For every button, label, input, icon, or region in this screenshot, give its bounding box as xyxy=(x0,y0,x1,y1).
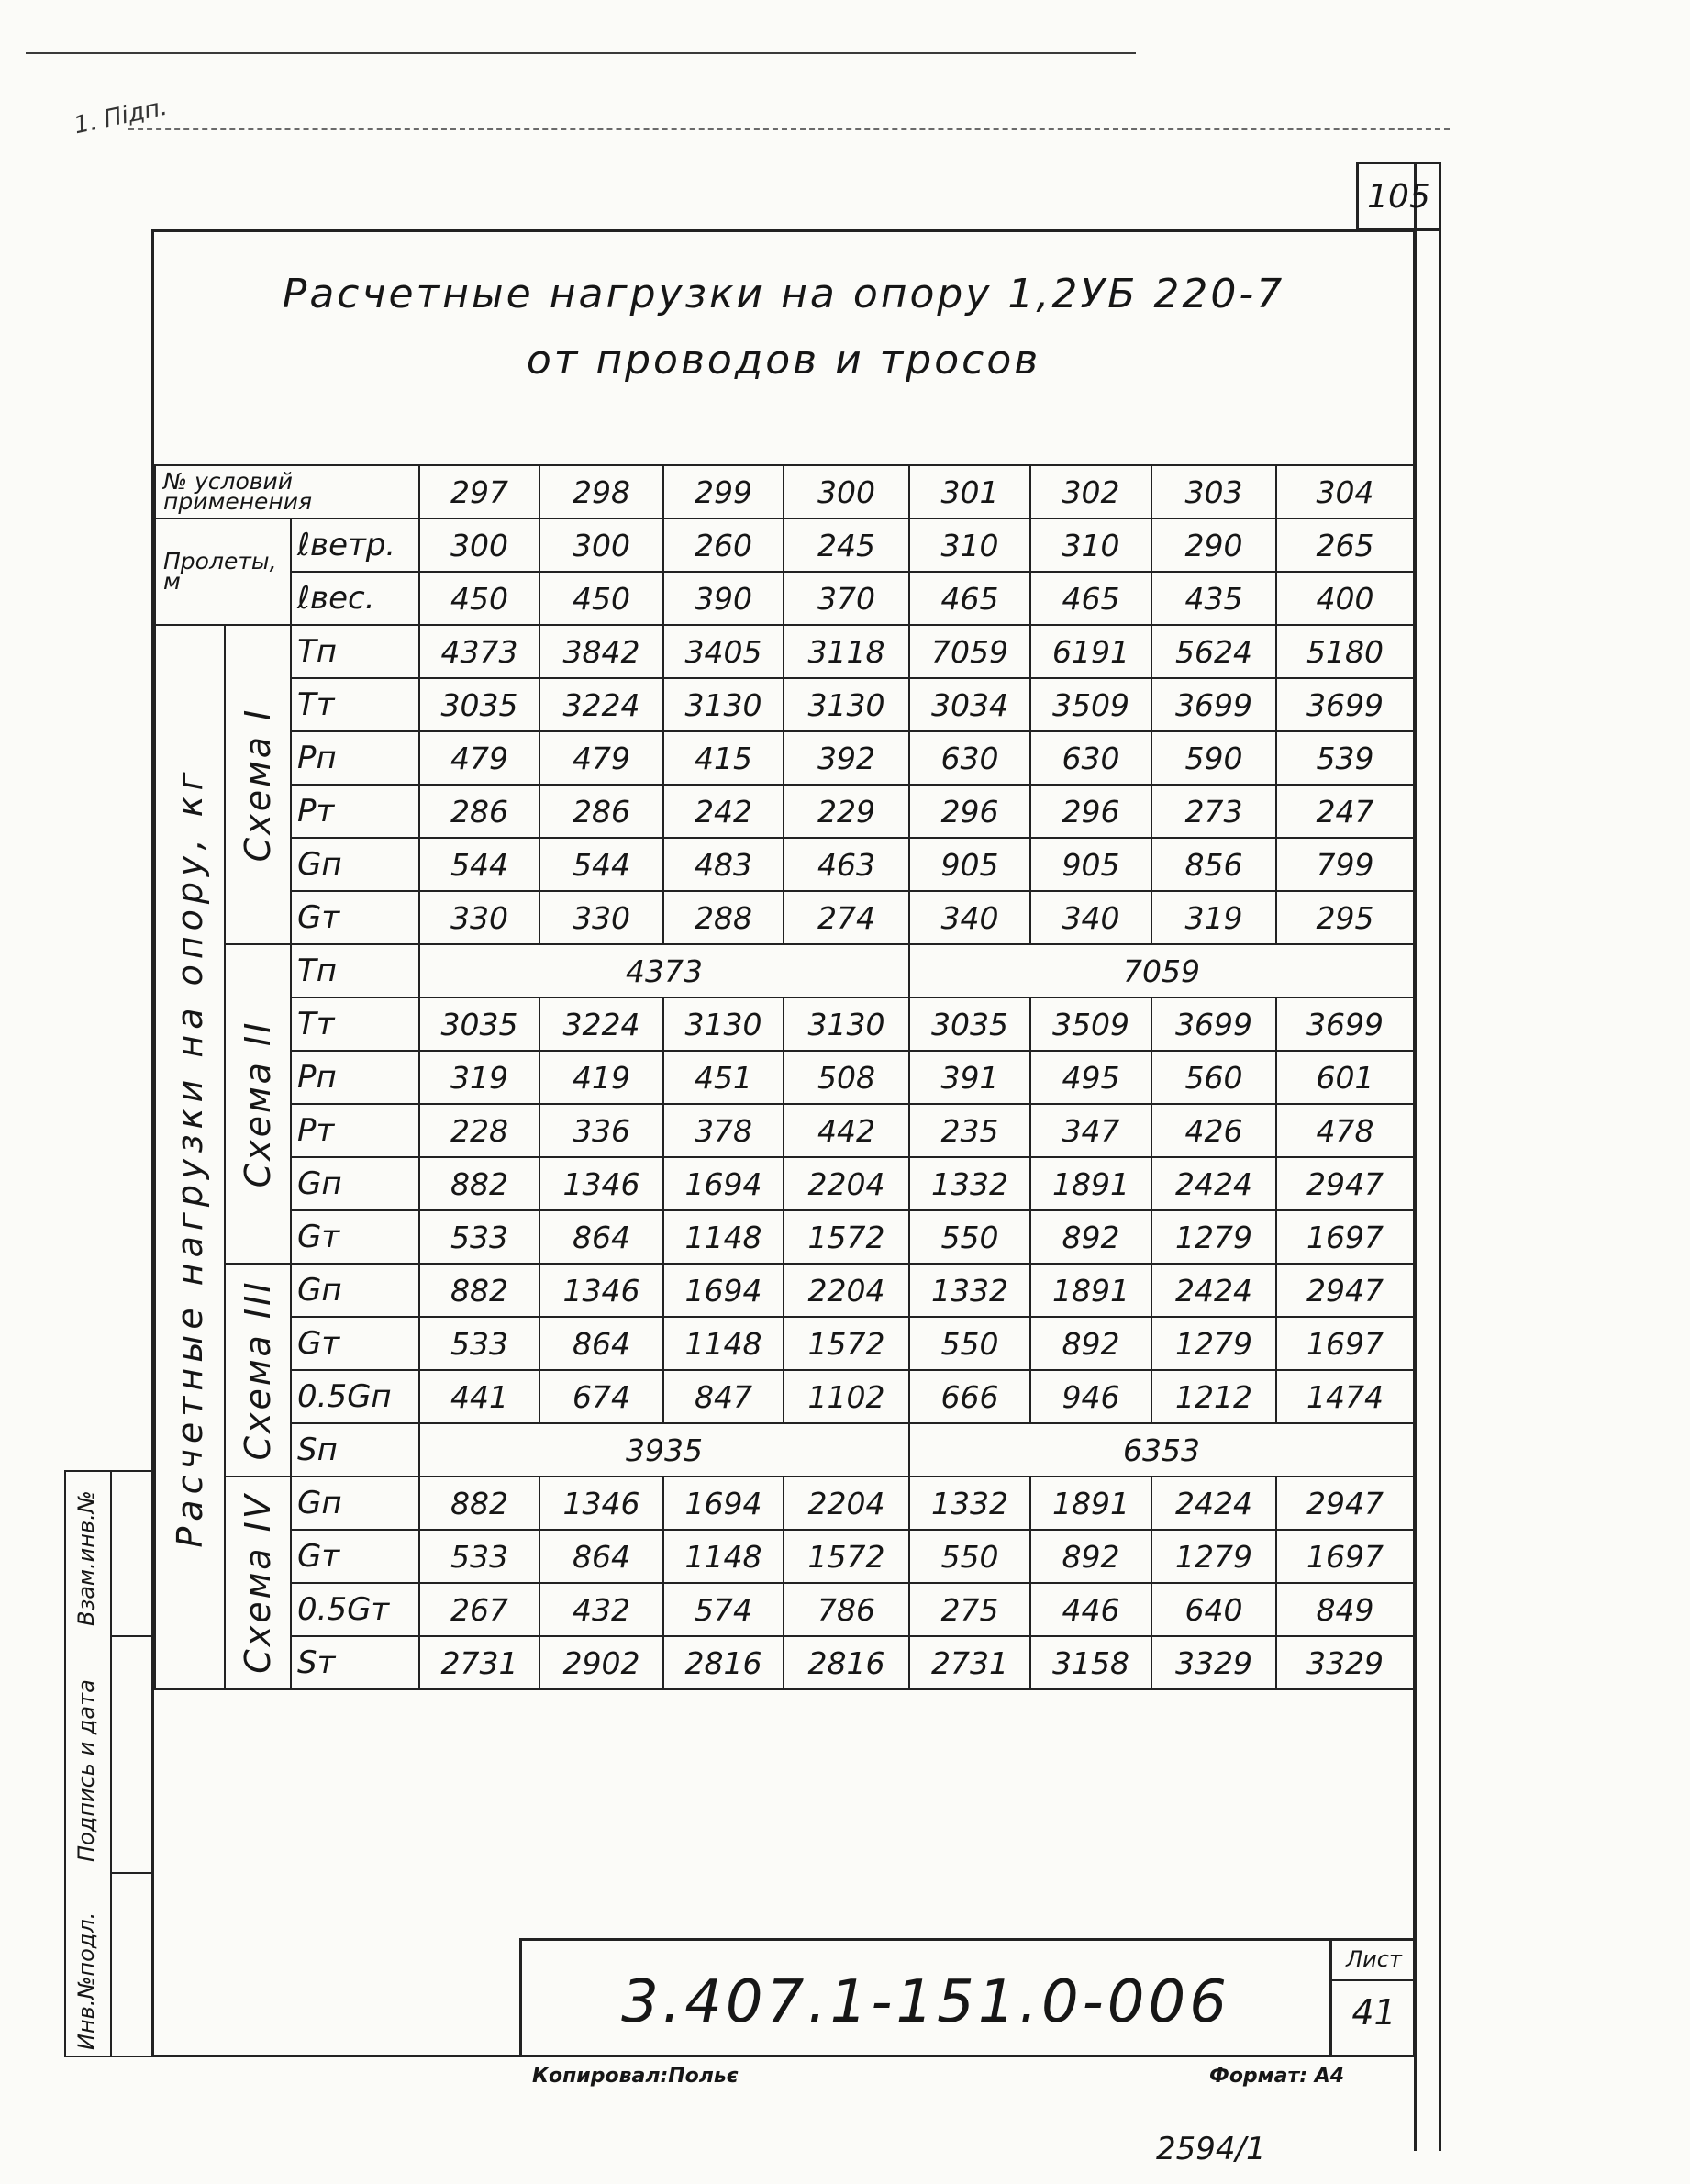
value-cell: 946 xyxy=(1030,1370,1151,1423)
value-cell: 892 xyxy=(1030,1210,1151,1264)
load-row xyxy=(155,785,1414,838)
load-row xyxy=(155,997,1414,1051)
value-cell: 483 xyxy=(663,838,784,891)
value-cell: 479 xyxy=(419,731,539,785)
load-label: Тп xyxy=(291,944,419,997)
value-cell: 2424 xyxy=(1151,1157,1276,1210)
value-cell: 435 xyxy=(1151,572,1276,625)
value-cell: 247 xyxy=(1276,785,1414,838)
load-row xyxy=(155,944,1414,997)
load-label: Sп xyxy=(291,1423,419,1476)
merged-value: 7059 xyxy=(909,944,1414,997)
value-cell: 465 xyxy=(909,572,1030,625)
load-row xyxy=(155,1530,1414,1583)
value-cell: 465 xyxy=(1030,572,1151,625)
value-cell: 415 xyxy=(663,731,784,785)
value-cell: 2816 xyxy=(784,1636,909,1689)
value-cell: 550 xyxy=(909,1210,1030,1264)
value-cell: 1332 xyxy=(909,1157,1030,1210)
load-label: Тт xyxy=(291,997,419,1051)
scheme-label-text: Схема IV xyxy=(238,1492,278,1674)
format-note: Формат: А4 xyxy=(1209,2065,1345,2088)
value-cell: 319 xyxy=(419,1051,539,1104)
span-row xyxy=(155,572,1414,625)
document-code: 3.407.1-151.0-006 xyxy=(621,1968,1230,2036)
value-cell: 3034 xyxy=(909,678,1030,731)
value-cell: 3035 xyxy=(909,997,1030,1051)
load-row xyxy=(155,1583,1414,1636)
load-row xyxy=(155,625,1414,678)
scheme-label xyxy=(225,1476,291,1689)
load-row xyxy=(155,1317,1414,1370)
side-stamp-rule xyxy=(110,1872,154,1874)
load-label: Sт xyxy=(291,1636,419,1689)
value-cell: 295 xyxy=(1276,891,1414,944)
value-cell: 1572 xyxy=(784,1317,909,1370)
value-cell: 882 xyxy=(419,1264,539,1317)
condition-number: 300 xyxy=(784,465,909,518)
value-cell: 275 xyxy=(909,1583,1030,1636)
load-row xyxy=(155,1051,1414,1104)
load-label: Рп xyxy=(291,731,419,785)
spans-label: Пролеты, м xyxy=(155,518,291,625)
load-row xyxy=(155,1476,1414,1530)
value-cell: 786 xyxy=(784,1583,909,1636)
value-cell: 2424 xyxy=(1151,1264,1276,1317)
group-label-text: Расчетные нагрузки на опору, кг xyxy=(170,766,210,1548)
value-cell: 1891 xyxy=(1030,1476,1151,1530)
value-cell: 3130 xyxy=(663,997,784,1051)
load-label: Тп xyxy=(291,625,419,678)
value-cell: 479 xyxy=(539,731,663,785)
value-cell: 1891 xyxy=(1030,1157,1151,1210)
right-margin-strip xyxy=(1414,162,1441,2151)
value-cell: 799 xyxy=(1276,838,1414,891)
header-row xyxy=(155,465,1414,518)
value-cell: 495 xyxy=(1030,1051,1151,1104)
value-cell: 905 xyxy=(1030,838,1151,891)
value-cell: 856 xyxy=(1151,838,1276,891)
page-number: 105 xyxy=(1356,162,1441,231)
span-type-label: ℓветр. xyxy=(291,518,419,572)
value-cell: 391 xyxy=(909,1051,1030,1104)
value-cell: 340 xyxy=(1030,891,1151,944)
value-cell: 5624 xyxy=(1151,625,1276,678)
load-row xyxy=(155,1636,1414,1689)
group-label xyxy=(155,625,225,1689)
value-cell: 2902 xyxy=(539,1636,663,1689)
load-label: Рт xyxy=(291,1104,419,1157)
value-cell: 847 xyxy=(663,1370,784,1423)
value-cell: 601 xyxy=(1276,1051,1414,1104)
load-label: Gп xyxy=(291,838,419,891)
value-cell: 1148 xyxy=(663,1210,784,1264)
value-cell: 3130 xyxy=(663,678,784,731)
value-cell: 882 xyxy=(419,1476,539,1530)
value-cell: 1346 xyxy=(539,1476,663,1530)
value-cell: 3699 xyxy=(1151,997,1276,1051)
load-label: Gп xyxy=(291,1476,419,1530)
conditions-label: № условий применения xyxy=(155,465,419,518)
top-rule xyxy=(26,52,1136,54)
value-cell: 2204 xyxy=(784,1157,909,1210)
value-cell: 5180 xyxy=(1276,625,1414,678)
value-cell: 441 xyxy=(419,1370,539,1423)
value-cell: 1572 xyxy=(784,1530,909,1583)
value-cell: 273 xyxy=(1151,785,1276,838)
value-cell: 864 xyxy=(539,1317,663,1370)
value-cell: 1346 xyxy=(539,1264,663,1317)
load-row xyxy=(155,1370,1414,1423)
value-cell: 3158 xyxy=(1030,1636,1151,1689)
span-row xyxy=(155,518,1414,572)
value-cell: 2424 xyxy=(1151,1476,1276,1530)
value-cell: 1332 xyxy=(909,1476,1030,1530)
load-label: 0.5Gт xyxy=(291,1583,419,1636)
value-cell: 1279 xyxy=(1151,1317,1276,1370)
side-stamp-rule xyxy=(110,1635,154,1637)
load-label: 0.5Gп xyxy=(291,1370,419,1423)
value-cell: 3699 xyxy=(1151,678,1276,731)
value-cell: 310 xyxy=(909,518,1030,572)
value-cell: 508 xyxy=(784,1051,909,1104)
value-cell: 229 xyxy=(784,785,909,838)
value-cell: 336 xyxy=(539,1104,663,1157)
value-cell: 640 xyxy=(1151,1583,1276,1636)
sheet-number: 41 xyxy=(1351,1992,1396,2033)
value-cell: 450 xyxy=(539,572,663,625)
value-cell: 539 xyxy=(1276,731,1414,785)
value-cell: 260 xyxy=(663,518,784,572)
value-cell: 550 xyxy=(909,1317,1030,1370)
load-row xyxy=(155,1210,1414,1264)
value-cell: 2947 xyxy=(1276,1157,1414,1210)
value-cell: 892 xyxy=(1030,1530,1151,1583)
value-cell: 1697 xyxy=(1276,1530,1414,1583)
condition-number: 299 xyxy=(663,465,784,518)
value-cell: 630 xyxy=(1030,731,1151,785)
value-cell: 630 xyxy=(909,731,1030,785)
load-row xyxy=(155,678,1414,731)
value-cell: 6191 xyxy=(1030,625,1151,678)
load-row xyxy=(155,1423,1414,1476)
value-cell: 330 xyxy=(419,891,539,944)
value-cell: 419 xyxy=(539,1051,663,1104)
value-cell: 478 xyxy=(1276,1104,1414,1157)
load-row xyxy=(155,838,1414,891)
inv-original-label: Инв.№подл. xyxy=(73,1911,99,2050)
value-cell: 235 xyxy=(909,1104,1030,1157)
copied-by-note: Копировал:Польє xyxy=(532,2065,739,2088)
scheme-label-text: Схема II xyxy=(238,1020,278,1188)
side-stamp-divider xyxy=(110,1472,112,2056)
value-cell: 347 xyxy=(1030,1104,1151,1157)
value-cell: 286 xyxy=(539,785,663,838)
merged-value: 6353 xyxy=(909,1423,1414,1476)
value-cell: 319 xyxy=(1151,891,1276,944)
value-cell: 228 xyxy=(419,1104,539,1157)
value-cell: 370 xyxy=(784,572,909,625)
value-cell: 3699 xyxy=(1276,997,1414,1051)
value-cell: 4373 xyxy=(419,625,539,678)
loads-table xyxy=(154,464,1415,1690)
load-row xyxy=(155,731,1414,785)
value-cell: 432 xyxy=(539,1583,663,1636)
value-cell: 2204 xyxy=(784,1476,909,1530)
value-cell: 3224 xyxy=(539,678,663,731)
value-cell: 3130 xyxy=(784,678,909,731)
load-label: Gт xyxy=(291,1317,419,1370)
title-line-1: Расчетные нагрузки на опору 1,2УБ 220-7 xyxy=(282,271,1285,318)
scheme-label xyxy=(225,625,291,944)
load-label: Тт xyxy=(291,678,419,731)
inventory-number: 2594/1 xyxy=(1156,2131,1266,2167)
value-cell: 864 xyxy=(539,1530,663,1583)
title-area xyxy=(154,234,1413,462)
condition-number: 303 xyxy=(1151,465,1276,518)
value-cell: 3329 xyxy=(1276,1636,1414,1689)
value-cell: 390 xyxy=(663,572,784,625)
condition-number: 302 xyxy=(1030,465,1151,518)
value-cell: 463 xyxy=(784,838,909,891)
load-label: Gп xyxy=(291,1157,419,1210)
condition-number: 297 xyxy=(419,465,539,518)
value-cell: 1279 xyxy=(1151,1530,1276,1583)
title-block-rule xyxy=(1332,1979,1416,1981)
value-cell: 1346 xyxy=(539,1157,663,1210)
title-block xyxy=(519,1938,1416,2057)
value-cell: 1212 xyxy=(1151,1370,1276,1423)
load-row xyxy=(155,1104,1414,1157)
value-cell: 442 xyxy=(784,1104,909,1157)
value-cell: 300 xyxy=(419,518,539,572)
value-cell: 400 xyxy=(1276,572,1414,625)
side-stamp xyxy=(64,1470,154,2057)
value-cell: 265 xyxy=(1276,518,1414,572)
value-cell: 2204 xyxy=(784,1264,909,1317)
value-cell: 1572 xyxy=(784,1210,909,1264)
value-cell: 330 xyxy=(539,891,663,944)
value-cell: 1474 xyxy=(1276,1370,1414,1423)
load-row xyxy=(155,891,1414,944)
value-cell: 1891 xyxy=(1030,1264,1151,1317)
value-cell: 310 xyxy=(1030,518,1151,572)
value-cell: 666 xyxy=(909,1370,1030,1423)
value-cell: 533 xyxy=(419,1317,539,1370)
value-cell: 1279 xyxy=(1151,1210,1276,1264)
value-cell: 296 xyxy=(909,785,1030,838)
value-cell: 1102 xyxy=(784,1370,909,1423)
load-row xyxy=(155,1157,1414,1210)
value-cell: 1694 xyxy=(663,1157,784,1210)
value-cell: 2947 xyxy=(1276,1264,1414,1317)
value-cell: 2731 xyxy=(419,1636,539,1689)
value-cell: 674 xyxy=(539,1370,663,1423)
value-cell: 1148 xyxy=(663,1530,784,1583)
value-cell: 3509 xyxy=(1030,678,1151,731)
value-cell: 560 xyxy=(1151,1051,1276,1104)
value-cell: 3035 xyxy=(419,997,539,1051)
value-cell: 450 xyxy=(419,572,539,625)
value-cell: 3509 xyxy=(1030,997,1151,1051)
value-cell: 288 xyxy=(663,891,784,944)
scheme-label xyxy=(225,944,291,1264)
merged-value: 4373 xyxy=(419,944,909,997)
value-cell: 3329 xyxy=(1151,1636,1276,1689)
value-cell: 340 xyxy=(909,891,1030,944)
value-cell: 2947 xyxy=(1276,1476,1414,1530)
value-cell: 245 xyxy=(784,518,909,572)
value-cell: 892 xyxy=(1030,1317,1151,1370)
load-label: Рт xyxy=(291,785,419,838)
value-cell: 446 xyxy=(1030,1583,1151,1636)
value-cell: 1332 xyxy=(909,1264,1030,1317)
load-label: Gт xyxy=(291,891,419,944)
value-cell: 300 xyxy=(539,518,663,572)
value-cell: 7059 xyxy=(909,625,1030,678)
value-cell: 3224 xyxy=(539,997,663,1051)
value-cell: 3405 xyxy=(663,625,784,678)
load-label: Gп xyxy=(291,1264,419,1317)
condition-number: 301 xyxy=(909,465,1030,518)
value-cell: 3130 xyxy=(784,997,909,1051)
value-cell: 1694 xyxy=(663,1476,784,1530)
value-cell: 286 xyxy=(419,785,539,838)
value-cell: 882 xyxy=(419,1157,539,1210)
value-cell: 296 xyxy=(1030,785,1151,838)
value-cell: 274 xyxy=(784,891,909,944)
value-cell: 2731 xyxy=(909,1636,1030,1689)
value-cell: 3842 xyxy=(539,625,663,678)
scheme-label-text: Схема I xyxy=(238,707,278,863)
value-cell: 426 xyxy=(1151,1104,1276,1157)
value-cell: 242 xyxy=(663,785,784,838)
scheme-label xyxy=(225,1264,291,1476)
value-cell: 905 xyxy=(909,838,1030,891)
value-cell: 533 xyxy=(419,1210,539,1264)
value-cell: 544 xyxy=(539,838,663,891)
value-cell: 1697 xyxy=(1276,1317,1414,1370)
value-cell: 1148 xyxy=(663,1317,784,1370)
corner-note: 1. Підп. xyxy=(72,93,171,140)
value-cell: 3699 xyxy=(1276,678,1414,731)
value-cell: 2816 xyxy=(663,1636,784,1689)
value-cell: 533 xyxy=(419,1530,539,1583)
condition-number: 304 xyxy=(1276,465,1414,518)
merged-value: 3935 xyxy=(419,1423,909,1476)
load-label: Gт xyxy=(291,1530,419,1583)
value-cell: 267 xyxy=(419,1583,539,1636)
value-cell: 1694 xyxy=(663,1264,784,1317)
value-cell: 550 xyxy=(909,1530,1030,1583)
value-cell: 378 xyxy=(663,1104,784,1157)
value-cell: 3035 xyxy=(419,678,539,731)
title-line-2: от проводов и тросов xyxy=(526,337,1041,384)
span-type-label: ℓвес. xyxy=(291,572,419,625)
value-cell: 1697 xyxy=(1276,1210,1414,1264)
value-cell: 3118 xyxy=(784,625,909,678)
load-label: Рп xyxy=(291,1051,419,1104)
value-cell: 451 xyxy=(663,1051,784,1104)
load-label: Gт xyxy=(291,1210,419,1264)
value-cell: 574 xyxy=(663,1583,784,1636)
replacement-label: Взам.инв.№ xyxy=(73,1490,99,1626)
value-cell: 590 xyxy=(1151,731,1276,785)
scheme-label-text: Схема III xyxy=(238,1279,278,1461)
sheet-label: Лист xyxy=(1346,1946,1402,1972)
value-cell: 290 xyxy=(1151,518,1276,572)
value-cell: 849 xyxy=(1276,1583,1414,1636)
value-cell: 544 xyxy=(419,838,539,891)
value-cell: 864 xyxy=(539,1210,663,1264)
load-row xyxy=(155,1264,1414,1317)
top-dashed-rule xyxy=(128,128,1450,130)
signature-date-label: Подпись и дата xyxy=(73,1679,99,1862)
condition-number: 298 xyxy=(539,465,663,518)
value-cell: 392 xyxy=(784,731,909,785)
